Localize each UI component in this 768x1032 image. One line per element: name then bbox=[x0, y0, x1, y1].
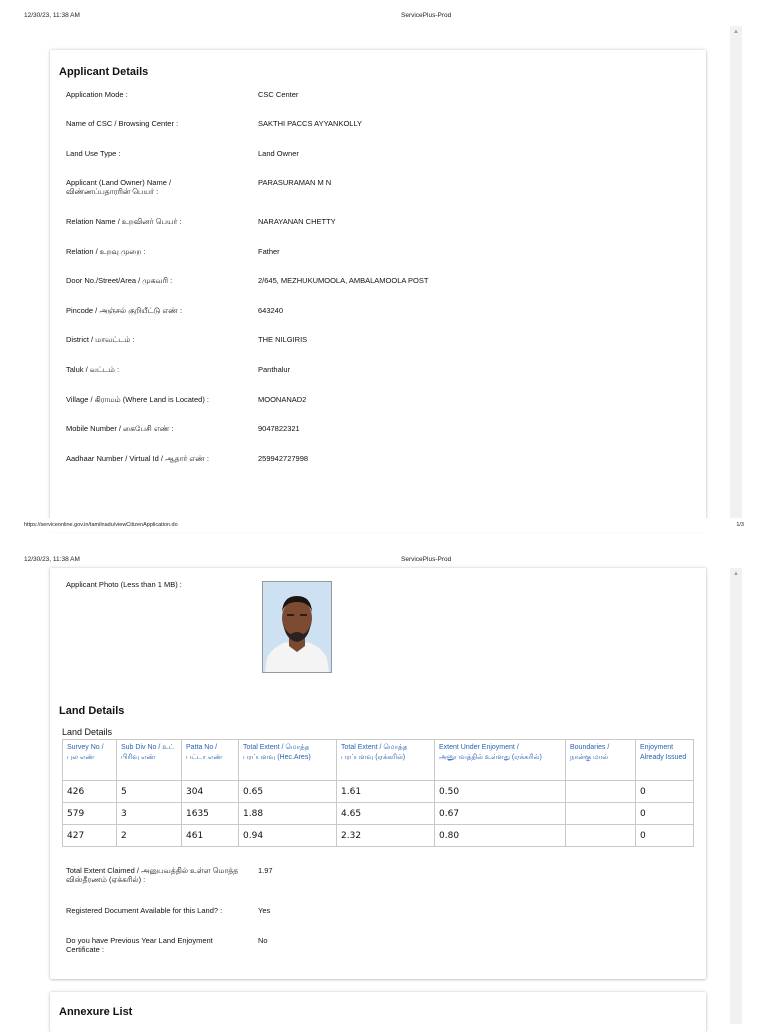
field-value: SAKTHI PACCS AYYANKOLLY bbox=[258, 119, 363, 128]
table-cell: 427 bbox=[63, 825, 117, 847]
field-value: 259942727998 bbox=[258, 454, 309, 463]
annexure-title: Annexure List bbox=[59, 1006, 133, 1018]
field-value: Land Owner bbox=[258, 149, 299, 158]
previous-certificate-value: No bbox=[258, 936, 268, 945]
scrollbar[interactable] bbox=[730, 568, 742, 1024]
table-cell: 2 bbox=[117, 825, 182, 847]
annexure-card bbox=[50, 992, 706, 1032]
applicant-details-title: Applicant Details bbox=[59, 66, 149, 78]
table-row bbox=[63, 781, 694, 803]
table-cell bbox=[566, 825, 636, 847]
table-row bbox=[63, 825, 694, 847]
field-label: District / மாவட்டம் : bbox=[66, 335, 135, 344]
field-label: Relation / உறவு முறை : bbox=[66, 247, 146, 256]
photo-label: Applicant Photo (Less than 1 MB) : bbox=[66, 580, 182, 589]
table-cell: 0.50 bbox=[435, 781, 566, 803]
print-datetime: 12/30/23, 11:38 AM bbox=[24, 12, 80, 19]
field-value: 2/645, MEZHUKUMOOLA, AMBALAMOOLA POST bbox=[258, 276, 429, 285]
print-footer bbox=[0, 522, 768, 534]
registered-document-label: Registered Document Available for this Land? : bbox=[66, 906, 223, 915]
table-row bbox=[63, 803, 694, 825]
print-header bbox=[0, 12, 768, 26]
scrollbar[interactable] bbox=[730, 26, 742, 518]
field-label: Application Mode : bbox=[66, 90, 128, 99]
table-header-row bbox=[63, 740, 694, 781]
col-survey-no: Survey No / புல எண் bbox=[63, 740, 117, 781]
table-cell: 1635 bbox=[182, 803, 239, 825]
table-cell: 0 bbox=[636, 781, 694, 803]
field-value: NARAYANAN CHETTY bbox=[258, 217, 336, 226]
land-details-table bbox=[62, 739, 694, 847]
land-table-caption: Land Details bbox=[62, 727, 113, 737]
table-cell: 4.65 bbox=[337, 803, 435, 825]
field-label: Mobile Number / கைபேசி எண் : bbox=[66, 424, 174, 433]
table-cell: 1.88 bbox=[239, 803, 337, 825]
field-value: 643240 bbox=[258, 306, 284, 315]
field-value: PARASURAMAN M N bbox=[258, 178, 332, 187]
table-cell: 5 bbox=[117, 781, 182, 803]
table-cell: 426 bbox=[63, 781, 117, 803]
field-label: Relation Name / உறவினர் பெயர் : bbox=[66, 217, 182, 226]
field-value: Panthalur bbox=[258, 365, 291, 374]
print-datetime: 12/30/23, 11:38 AM bbox=[24, 556, 80, 563]
col-boundaries: Boundaries / நான்கு மால் bbox=[566, 740, 636, 781]
print-site-title: ServicePlus-Prod bbox=[401, 556, 452, 563]
table-cell bbox=[566, 803, 636, 825]
land-details-title: Land Details bbox=[59, 705, 125, 717]
field-value: MOONANAD2 bbox=[258, 395, 307, 404]
field-value: 9047822321 bbox=[258, 424, 300, 433]
table-cell: 0.65 bbox=[239, 781, 337, 803]
field-value: Father bbox=[258, 247, 280, 256]
table-cell: 0 bbox=[636, 803, 694, 825]
table-cell: 0.80 bbox=[435, 825, 566, 847]
field-label: Door No./Street/Area / முகவரி : bbox=[66, 276, 173, 285]
table-cell: 304 bbox=[182, 781, 239, 803]
scroll-up-arrow-icon[interactable]: ▲ bbox=[733, 29, 739, 35]
field-label: Applicant (Land Owner) Name / விண்ணப்பதாரரின் பெயர் : bbox=[66, 178, 172, 196]
field-label: Aadhaar Number / Virtual Id / ஆதார் எண் : bbox=[66, 454, 209, 463]
table-cell: 461 bbox=[182, 825, 239, 847]
col-extent-under-enjoyment: Extent Under Enjoyment / அனுபவத்தில் உள்ளது (ஏக்கரில்) bbox=[435, 740, 566, 781]
registered-document-value: Yes bbox=[258, 906, 271, 915]
applicant-photo-image bbox=[263, 582, 331, 672]
col-total-extent-hec: Total Extent / மொத்த பரப்பளவு (Hec.Ares) bbox=[239, 740, 337, 781]
col-enjoyment-issued: Enjoyment Already Issued bbox=[636, 740, 694, 781]
table-cell: 1.61 bbox=[337, 781, 435, 803]
table-cell: 0 bbox=[636, 825, 694, 847]
field-label: Taluk / வட்டம் : bbox=[66, 365, 120, 374]
field-label: Village / கிராமம் (Where Land is Located) : bbox=[66, 395, 210, 404]
applicant-photo bbox=[262, 581, 332, 673]
print-page-number: 1/3 bbox=[736, 522, 744, 528]
field-value: CSC Center bbox=[258, 90, 299, 99]
field-label: Land Use Type : bbox=[66, 149, 121, 158]
table-cell: 0.94 bbox=[239, 825, 337, 847]
field-label: Pincode / அஞ்சல் குறியீட்டு எண் : bbox=[66, 306, 183, 315]
col-total-extent-acres: Total Extent / மொத்த பரப்பளவு (ஏக்கரில்) bbox=[337, 740, 435, 781]
table-cell: 3 bbox=[117, 803, 182, 825]
scroll-up-arrow-icon[interactable]: ▲ bbox=[733, 571, 739, 577]
applicant-details-card bbox=[50, 50, 706, 530]
total-extent-value: 1.97 bbox=[258, 866, 273, 875]
field-label: Name of CSC / Browsing Center : bbox=[66, 119, 179, 128]
print-site-title: ServicePlus-Prod bbox=[401, 12, 452, 19]
col-patta-no: Patta No / பட்டா எண் bbox=[182, 740, 239, 781]
table-cell bbox=[566, 781, 636, 803]
table-cell: 2.32 bbox=[337, 825, 435, 847]
previous-certificate-label: Do you have Previous Year Land Enjoyment Certificate : bbox=[66, 936, 213, 954]
table-cell: 579 bbox=[63, 803, 117, 825]
print-url: https://serviceonline.gov.in/tamilnadu/viewCitizenApplication.do bbox=[24, 522, 178, 528]
table-cell: 0.67 bbox=[435, 803, 566, 825]
field-value: THE NILGIRIS bbox=[258, 335, 308, 344]
total-extent-label: Total Extent Claimed / அனுபவத்தில் உள்ள மொத்த விஸ்தீரணம் (ஏக்கரில்) : bbox=[66, 866, 239, 884]
col-sub-div-no: Sub Div No / உட் பிரிவு எண் bbox=[117, 740, 182, 781]
